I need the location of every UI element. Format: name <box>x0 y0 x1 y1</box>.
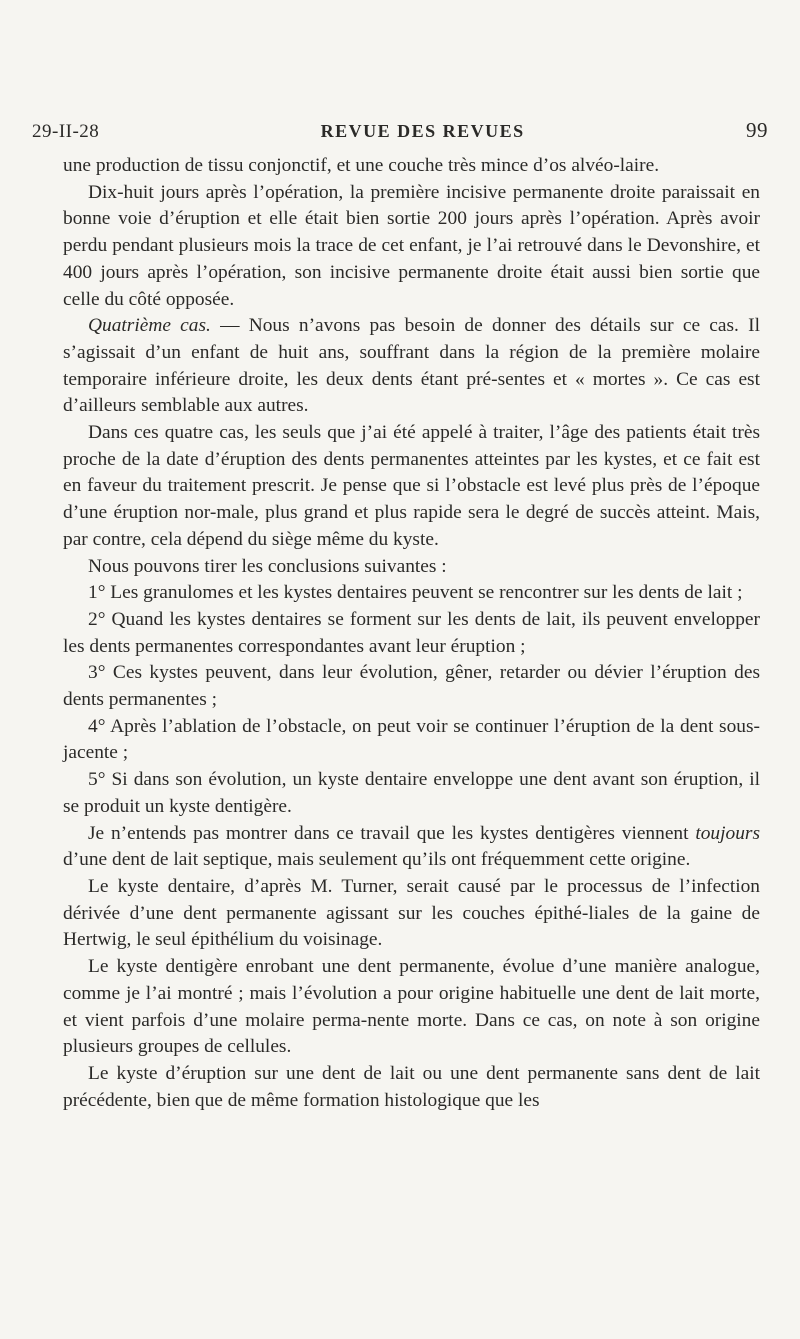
conclusion-item: 5° Si dans son évolution, un kyste dentaire enveloppe une dent avant son éruption, il se produit un kyste dentigère. <box>63 769 760 817</box>
paragraph: Quatrième cas. — Nous n’avons pas besoin de donner des détails sur ce cas. Il s’agissait d’un enfant de huit ans, souffrant dans la région de la première molaire temporaire inférieure droite, les deux dents étant pré-sentes et « mortes ». Ce cas est d’ailleurs semblable aux autres. <box>63 315 760 417</box>
paragraph: Le kyste d’éruption sur une dent de lait ou une dent permanente sans dent de lait précédente, bien que de même formation histologique que les <box>63 1062 760 1111</box>
paragraph: Dans ces quatre cas, les seuls que j’ai été appelé à traiter, l’âge des patients était très proche de la date d’éruption des dents permanentes atteintes par les kystes, et ce fait est en faveur du traitement prescrit. Je pense que si l’obstacle est levé plus près de l’époque d’une éruption nor-male, plus grand et plus rapide sera le degré de succès atteint. Mais, par contre, cela dépend du siège même du kyste. <box>63 422 760 550</box>
emphasis: toujours <box>695 822 760 844</box>
paragraph: Le kyste dentigère enrobant une dent permanente, évolue d’une manière analogue, comme je l’ai montré ; mais l’évolution a pour origine habituelle une dent de lait morte, et vient parfois d’une molaire perma-nente morte. Dans ce cas, on note à son origine plusieurs groupes de cellules. <box>63 956 760 1058</box>
header-date: 29-II-28 <box>32 121 100 142</box>
paragraph: Dix-huit jours après l’opération, la première incisive permanente droite paraissait en bonne voie d’éruption et elle était bien sortie 200 jours après l’opération. Après avoir perdu pendant plusieurs mois la trace de cet enfant, je l’ai retrouvé dans le Devonshire, et 400 jours après l’opération, son incisive permanente droite était aussi bien sortie que celle du côté opposée. <box>63 181 760 310</box>
conclusion-item: 3° Ces kystes peuvent, dans leur évolution, gêner, retarder ou dévier l’éruption des dents permanentes ; <box>63 662 760 711</box>
conclusion-item: 2° Quand les kystes dentaires se forment sur les dents de lait, ils peuvent envelopper les dents permanentes correspondantes avant leur éruption ; <box>63 608 760 657</box>
running-header <box>32 118 768 143</box>
paragraph: Nous pouvons tirer les conclusions suivantes : <box>88 555 447 577</box>
conclusion-item: 4° Après l’ablation de l’obstacle, on peut voir se continuer l’éruption de la dent sous-jacente ; <box>63 715 760 764</box>
journal-title: REVUE DES REVUES <box>320 121 525 141</box>
conclusion-item: 1° Les granulomes et les kystes dentaires peuvent se rencontrer sur les dents de lait ; <box>88 582 743 604</box>
paragraph: Je n’entends pas montrer dans ce travail que les kystes dentigères viennent toujours d’une dent de lait septique, mais seulement qu’ils ont fréquemment cette origine. <box>63 822 760 871</box>
case-heading: Quatrième cas. <box>88 315 211 337</box>
paragraph: Le kyste dentaire, d’après M. Turner, serait causé par le processus de l’infection dérivée d’une dent permanente agissant sur les couches épithé-liales de la gaine de Hertwig, le seul épithélium du voisinage. <box>63 875 760 951</box>
page-number: 99 <box>745 118 768 142</box>
body-text <box>63 153 760 1114</box>
paragraph: une production de tissu conjonctif, et une couche très mince d’os alvéo-laire. <box>63 155 660 176</box>
